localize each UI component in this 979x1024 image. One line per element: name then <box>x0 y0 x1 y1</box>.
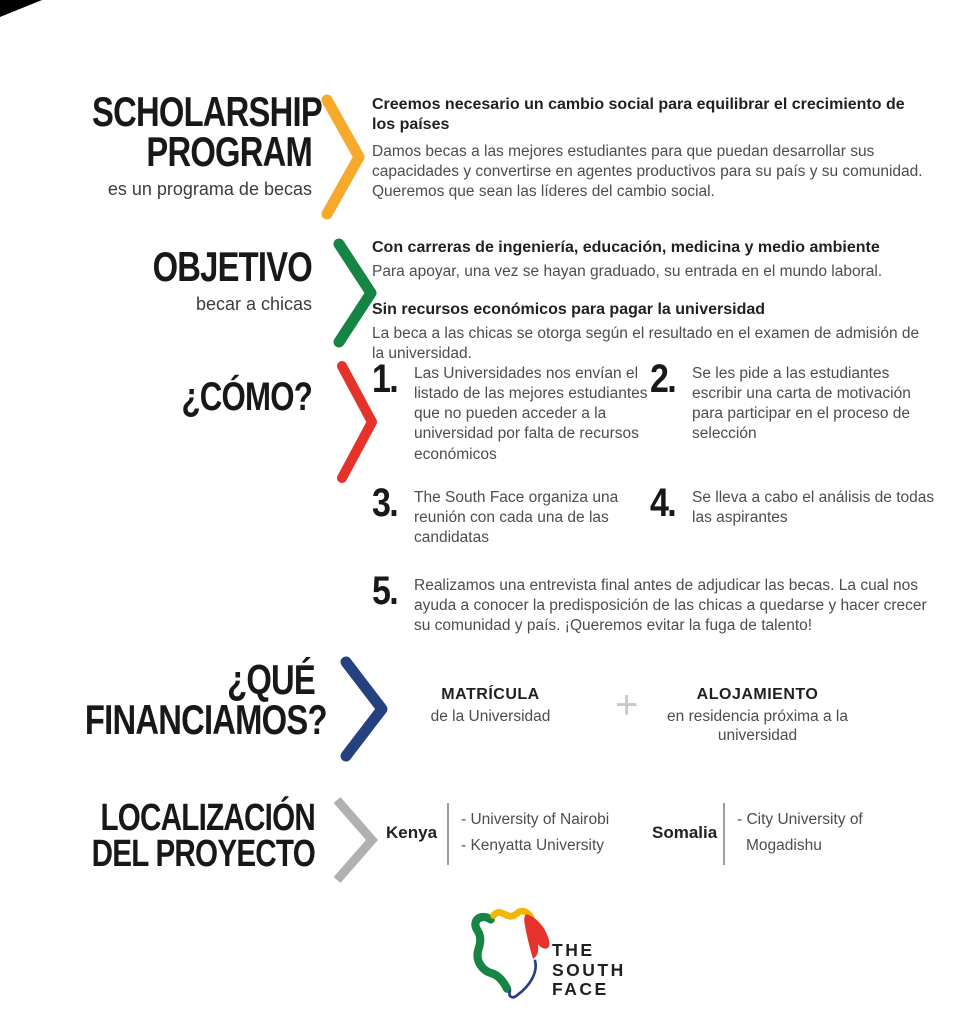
logo-line-south: SOUTH <box>552 959 626 980</box>
step-2-text: Se les pide a las estudiantes escribir una carta de motivación para participar en el proceso de selección <box>692 365 911 443</box>
scholarship-body: Damos becas a las mejores estudiantes para que puedan desarrollar sus capacidades y convertirse en agentes productivos para su país y su comunidad. Queremos que sean las líderes del cambio social. <box>372 142 923 201</box>
scholarship-title <box>92 88 322 175</box>
financiamos-title <box>84 656 327 743</box>
step-5-text: Realizamos una entrevista final antes de adjudicar las becas. La cual nos ayuda a conocer la predisposición de las chicas a quedarse y hacer crecer su comunidad y país. ¡Queremos evitar la fuga de talento! <box>414 577 927 635</box>
scholarship-title-line2: PROGRAM <box>146 127 312 175</box>
objetivo-content <box>372 238 924 364</box>
kenya-university-2: - Kenyatta University <box>461 836 604 854</box>
somalia-universities <box>737 807 863 858</box>
matricula-subtitle: de la Universidad <box>430 708 551 725</box>
kenya-universities <box>461 807 609 858</box>
country-kenya: Kenya <box>386 823 438 842</box>
como-title-block <box>30 375 312 419</box>
objetivo-body-1: Para apoyar, una vez se hayan graduado, su entrada en el mundo laboral. <box>372 263 883 281</box>
chevron-blue-icon <box>337 655 391 763</box>
step-1-text: Las Universidades nos envían el listado de las mejores estudiantes que no pueden acceder a la universidad por falta de recursos económicos <box>414 365 648 463</box>
step-3-number: 3. <box>372 481 397 525</box>
objetivo-subtitle: becar a chicas <box>195 293 312 314</box>
como-title <box>92 375 312 419</box>
financiamos-item-alojamiento <box>660 686 855 746</box>
objetivo-title-block <box>30 243 312 315</box>
como-step-2 <box>650 357 938 445</box>
como-step-5 <box>372 569 938 636</box>
chevron-yellow-icon <box>318 92 368 222</box>
logo-line-the: THE <box>552 940 595 960</box>
step-2-number: 2. <box>650 357 675 401</box>
plus-icon: + <box>615 683 639 727</box>
divider-somalia <box>723 803 725 865</box>
step-4-number: 4. <box>650 481 675 525</box>
financiamos-title-line2: FINANCIAMOS? <box>84 695 327 743</box>
scholarship-title-line1: SCHOLARSHIP <box>92 88 322 135</box>
kenya-university-1: - University of Nairobi <box>461 811 610 828</box>
step-4-text: Se lleva a cabo el análisis de todas las aspirantes <box>692 489 935 527</box>
corner-triangle-decoration <box>0 0 42 17</box>
divider-kenya <box>447 803 449 865</box>
objetivo-body-2: La beca a las chicas se otorga según el resultado en el examen de admisión de la universidad. <box>372 325 920 363</box>
chevron-gray-icon <box>330 795 378 885</box>
somalia-university-1-cont: Mogadishu <box>746 836 822 854</box>
como-step-3 <box>372 481 650 548</box>
africa-outline-logo-icon <box>466 903 554 1009</box>
como-step-1 <box>372 357 650 465</box>
country-somalia: Somalia <box>652 823 718 842</box>
scholarship-heading: Creemos necesario un cambio social para equilibrar el crecimiento de los países <box>372 96 905 134</box>
financiamos-title-block <box>20 656 327 743</box>
objetivo-heading-1: Con carreras de ingeniería, educación, medicina y medio ambiente <box>372 239 880 256</box>
step-3-text: The South Face organiza una reunión con cada una de las candidatas <box>414 489 619 547</box>
logo-line-face: FACE <box>552 979 609 1000</box>
alojamiento-subtitle: en residencia próxima a la universidad <box>667 708 848 745</box>
alojamiento-title: ALOJAMIENTO <box>696 686 819 703</box>
matricula-title: MATRÍCULA <box>441 686 540 703</box>
somalia-university-1: - City University of <box>737 811 863 828</box>
localizacion-title-block <box>20 797 315 876</box>
objetivo-title <box>92 243 312 290</box>
objetivo-title-line: OBJETIVO <box>152 243 312 290</box>
localizacion-title-line2: DEL PROYECTO <box>91 833 315 876</box>
financiamos-title-line1: ¿QUÉ <box>227 656 315 703</box>
scholarship-content <box>372 95 924 202</box>
scholarship-subtitle: es un programa de becas <box>107 178 312 199</box>
localizacion-title <box>85 797 315 876</box>
localizacion-title-line1: LOCALIZACIÓN <box>100 797 315 839</box>
logo-wordmark <box>552 941 626 1000</box>
financiamos-item-matricula <box>398 686 583 726</box>
como-step-4 <box>650 481 938 528</box>
como-title-line: ¿CÓMO? <box>181 375 312 419</box>
objetivo-heading-2: Sin recursos económicos para pagar la universidad <box>372 300 766 318</box>
scholarship-title-block <box>30 88 322 200</box>
step-1-number: 1. <box>372 357 397 401</box>
step-5-number: 5. <box>372 569 397 613</box>
